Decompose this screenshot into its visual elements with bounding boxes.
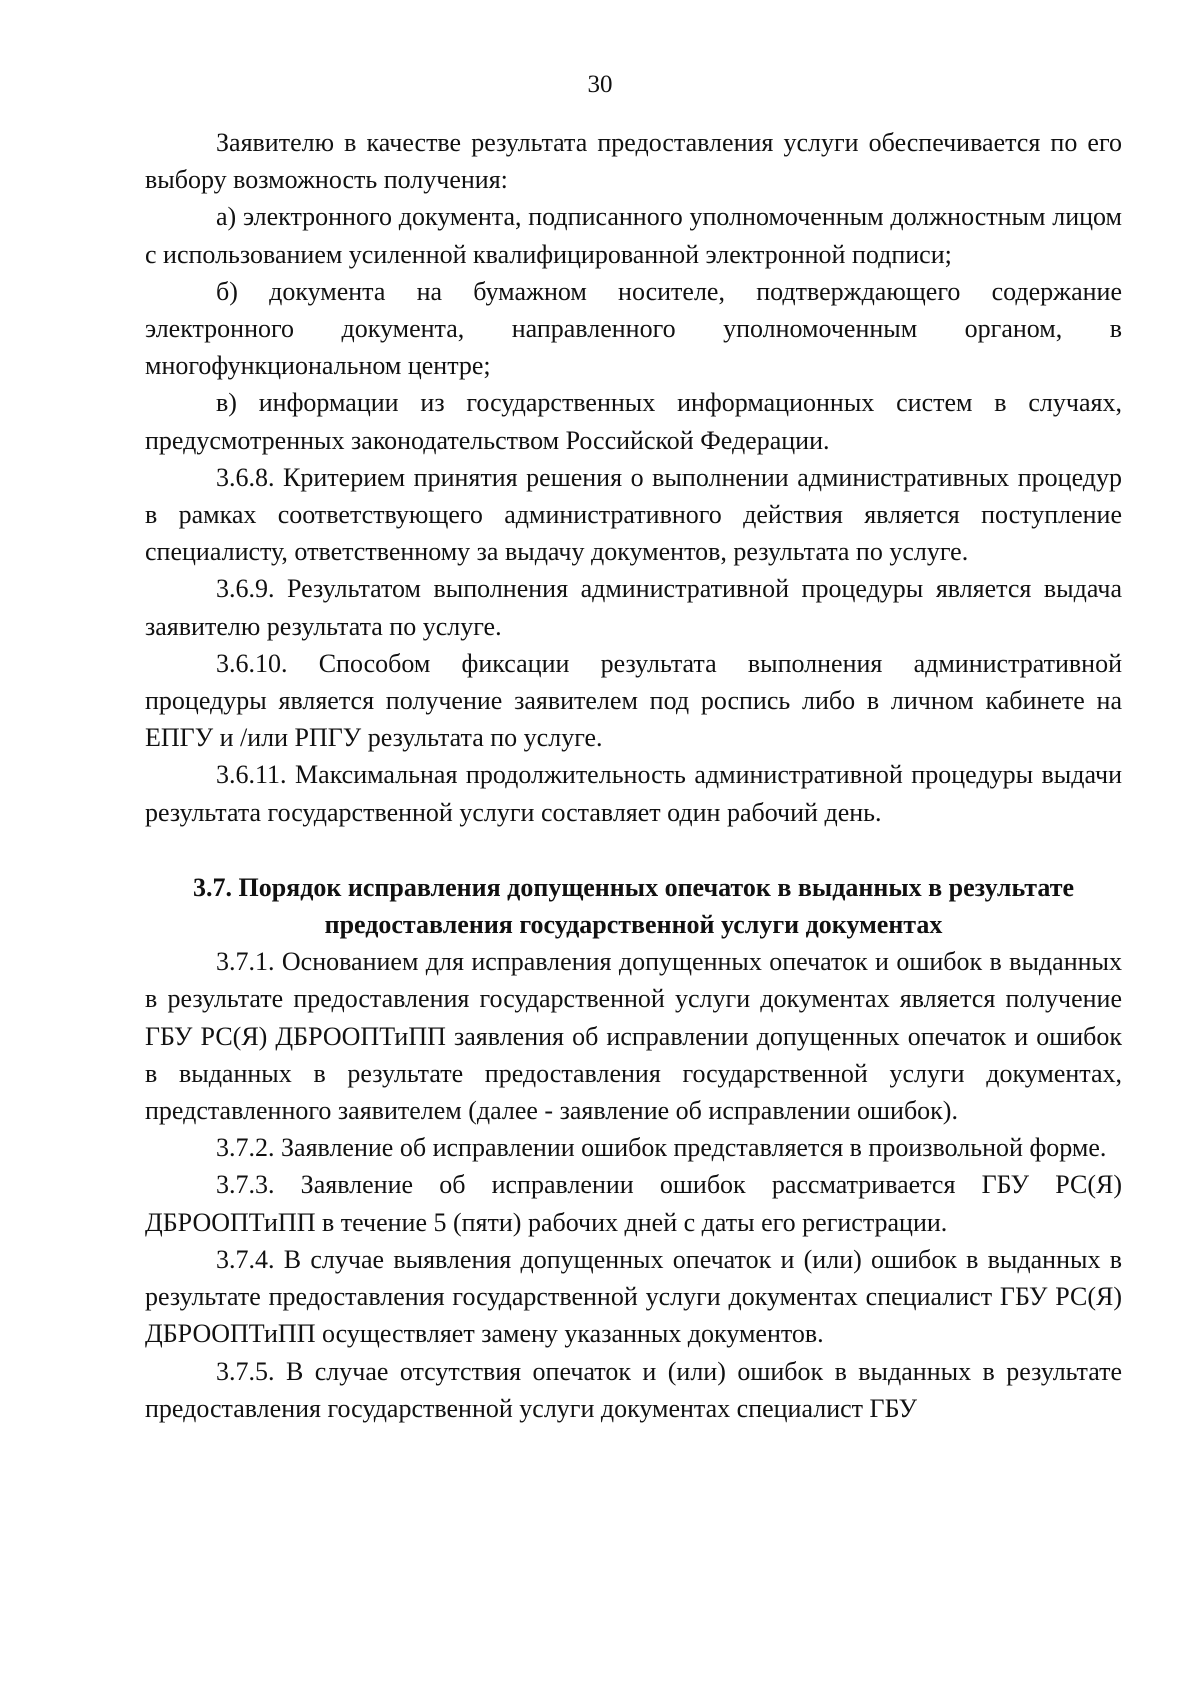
paragraph-3-6-8: 3.6.8. Критерием принятия решения о выполнении административных процедур в рамках соответствующего административного действия является поступление специалисту, ответственному за выдачу документов, результата по услуге. [145,462,1122,567]
paragraph-3-6-11: 3.6.11. Максимальная продолжительность административной процедуры выдачи результата государственной услуги составляет один рабочий день. [145,760,1122,827]
paragraph: Заявителю в качестве результата предоставления услуги обеспечивается по его выбору возможность получения: [145,128,1122,195]
paragraph-3-6-10: 3.6.10. Способом фиксации результата выполнения административной процедуры является получение заявителем под роспись либо в личном кабинете на ЕПГУ и /или РПГУ результата по услуге. [145,648,1122,753]
page-content [145,124,1122,1427]
paragraph-3-7-2: 3.7.2. Заявление об исправлении ошибок представляется в произвольной форме. [216,1133,1107,1163]
section-heading-3-7: 3.7. Порядок исправления допущенных опечаток в выданных в результате предоставления государственной услуги документах [192,872,1075,940]
paragraph-3-7-5: 3.7.5. В случае отсутствия опечаток и (или) ошибок в выданных в результате предоставления государственной услуги документах специалист ГБУ [145,1356,1122,1423]
paragraph-item-a: а) электронного документа, подписанного уполномоченным должностным лицом с использованием усиленной квалифицированной электронной подписи; [145,202,1122,269]
paragraph-3-7-4: 3.7.4. В случае выявления допущенных опечаток и (или) ошибок в выданных в результате предоставления государственной услуги документах специалист ГБУ РС(Я) ДБРООПТиПП осуществляет замену указанных документов. [145,1244,1122,1349]
paragraph-item-v: в) информации из государственных информационных систем в случаях, предусмотренных законодательством Российской Федерации. [145,388,1122,455]
page-number: 30 [587,71,613,98]
paragraph-item-b: б) документа на бумажном носителе, подтверждающего содержание электронного документа, направленного уполномоченным органом, в многофункциональном центре; [145,276,1122,381]
paragraph-3-7-1: 3.7.1. Основанием для исправления допущенных опечаток и ошибок в выданных в результате предоставления государственной услуги документах является получение ГБУ РС(Я) ДБРООПТиПП заявления об исправлении допущенных опечаток и ошибок в выданных в результате предоставления государственной услуги документах, представленного заявителем (далее - заявление об исправлении ошибок). [145,947,1122,1126]
paragraph-3-7-3: 3.7.3. Заявление об исправлении ошибок рассматривается ГБУ РС(Я) ДБРООПТиПП в течение 5 (пяти) рабочих дней с даты его регистрации. [145,1170,1122,1237]
paragraph-3-6-9: 3.6.9. Результатом выполнения административной процедуры является выдача заявителю результата по услуге. [145,574,1122,641]
